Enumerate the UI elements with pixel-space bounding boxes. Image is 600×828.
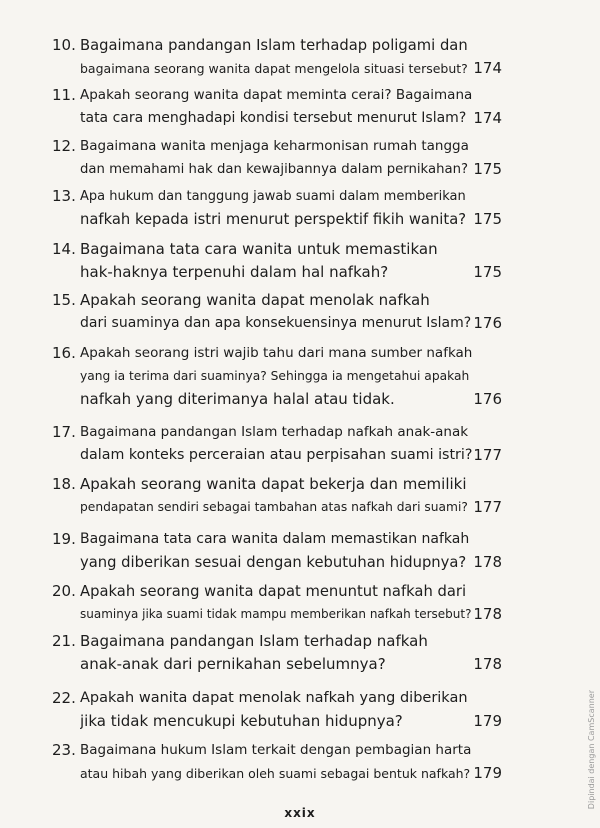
page-column-spacer xyxy=(472,135,502,158)
toc-entry-line xyxy=(52,762,502,785)
toc-entry-line xyxy=(52,551,502,574)
entry-text: suaminya jika suami tidak mampu memberikan nafkah tersebut? xyxy=(80,607,472,621)
indent-spacer xyxy=(52,444,80,467)
toc-entry-line xyxy=(52,365,502,388)
toc-entry-line xyxy=(52,208,502,231)
toc-entry-line xyxy=(52,238,502,261)
indent-spacer xyxy=(52,653,80,676)
toc-entry-line xyxy=(52,421,502,444)
indent-spacer xyxy=(52,57,80,80)
indent-spacer xyxy=(52,762,80,785)
entry-page-number: 179 xyxy=(473,764,502,782)
toc-entry-line xyxy=(52,528,502,551)
entry-page-number: 176 xyxy=(473,390,502,408)
entry-number: 10. xyxy=(52,36,76,54)
entry-number: 15. xyxy=(52,291,76,309)
toc-entry xyxy=(52,687,502,733)
entry-text: Bagaimana tata cara wanita dalam memastikan nafkah xyxy=(80,531,470,547)
toc-entry xyxy=(52,185,502,231)
toc-entry xyxy=(52,238,502,284)
page-column-spacer xyxy=(472,342,502,365)
toc-entry xyxy=(52,84,502,130)
indent-spacer xyxy=(52,312,80,335)
toc-entry-line xyxy=(52,580,502,603)
entry-number: 20. xyxy=(52,582,76,600)
page-column-spacer xyxy=(472,238,502,261)
entry-text: Bagaimana hukum Islam terkait dengan pembagian harta xyxy=(80,742,472,758)
entry-page-number: 175 xyxy=(473,263,502,281)
entry-text: dalam konteks perceraian atau perpisahan suami istri? xyxy=(80,447,472,463)
toc-entry-line xyxy=(52,473,502,496)
toc-entry-line xyxy=(52,444,502,467)
entry-number: 22. xyxy=(52,689,76,707)
entry-page-number: 174 xyxy=(473,109,502,127)
entry-number: 17. xyxy=(52,423,76,441)
toc-entry-line xyxy=(52,34,502,57)
entry-number: 23. xyxy=(52,741,76,759)
entry-text: dari suaminya dan apa konsekuensinya menurut Islam? xyxy=(80,315,472,331)
entry-number: 18. xyxy=(52,475,76,493)
indent-spacer xyxy=(52,496,80,519)
entry-text: Apakah wanita dapat menolak nafkah yang diberikan xyxy=(80,690,468,706)
toc-entry xyxy=(52,342,502,411)
entry-text: tata cara menghadapi kondisi tersebut menurut Islam? xyxy=(80,110,467,126)
entry-number: 12. xyxy=(52,137,76,155)
page-column-spacer xyxy=(472,84,502,107)
entry-page-number: 178 xyxy=(473,605,502,623)
toc-entry-line xyxy=(52,739,502,762)
entry-text: Apakah seorang istri wajib tahu dari mana sumber nafkah xyxy=(80,345,472,361)
toc-entry xyxy=(52,630,502,676)
toc-entry-line xyxy=(52,496,502,519)
entry-page-number: 175 xyxy=(473,160,502,178)
toc-entry-line xyxy=(52,289,502,312)
entry-number: 11. xyxy=(52,86,76,104)
entry-number: 21. xyxy=(52,632,76,650)
indent-spacer xyxy=(52,365,80,388)
page-column-spacer xyxy=(472,630,502,653)
page-column-spacer xyxy=(472,185,502,208)
entry-text: pendapatan sendiri sebagai tambahan atas nafkah dari suami? xyxy=(80,500,468,514)
toc-entry-line xyxy=(52,653,502,676)
toc-entry xyxy=(52,580,502,626)
page-column-spacer xyxy=(472,421,502,444)
toc-entry-line xyxy=(52,158,502,181)
entry-text: Bagaimana tata cara wanita untuk memastikan xyxy=(80,240,438,258)
toc-entry-line xyxy=(52,107,502,130)
entry-text: Bagaimana pandangan Islam terhadap poligami dan xyxy=(80,37,468,54)
entry-page-number: 179 xyxy=(473,712,502,730)
entry-number: 16. xyxy=(52,344,76,362)
toc-entry-line xyxy=(52,261,502,284)
toc-entry-line xyxy=(52,185,502,208)
page-column-spacer xyxy=(472,289,502,312)
toc-entry-line xyxy=(52,388,502,411)
indent-spacer xyxy=(52,710,80,733)
indent-spacer xyxy=(52,603,80,626)
entry-text: Apakah seorang wanita dapat menuntut nafkah dari xyxy=(80,583,467,600)
indent-spacer xyxy=(52,261,80,284)
entry-text: Apa hukum dan tanggung jawab suami dalam memberikan xyxy=(80,189,466,204)
entry-page-number: 177 xyxy=(473,446,502,464)
entry-text: atau hibah yang diberikan oleh suami sebagai bentuk nafkah? xyxy=(80,766,471,781)
indent-spacer xyxy=(52,107,80,130)
entry-number: 13. xyxy=(52,187,76,205)
toc-entry xyxy=(52,528,502,574)
entry-page-number: 177 xyxy=(473,498,502,516)
toc-entry xyxy=(52,289,502,335)
toc-entry-line xyxy=(52,710,502,733)
toc-entry-line xyxy=(52,135,502,158)
entry-text: yang ia terima dari suaminya? Sehingga ia mengetahui apakah xyxy=(80,369,470,383)
toc-entry-line xyxy=(52,84,502,107)
page-column-spacer xyxy=(472,580,502,603)
toc-entry-line xyxy=(52,342,502,365)
indent-spacer xyxy=(52,388,80,411)
indent-spacer xyxy=(52,158,80,181)
page-column-spacer xyxy=(472,473,502,496)
indent-spacer xyxy=(52,551,80,574)
toc-entry-line xyxy=(52,630,502,653)
page-column-spacer xyxy=(472,365,502,388)
entry-page-number: 178 xyxy=(473,553,502,571)
page-number: xxix xyxy=(284,806,316,820)
entry-text: Bagaimana wanita menjaga keharmonisan rumah tangga xyxy=(80,138,469,154)
entry-number: 14. xyxy=(52,240,76,258)
page-column-spacer xyxy=(472,687,502,710)
toc-entry-line xyxy=(52,603,502,626)
page-column-spacer xyxy=(472,739,502,762)
page-column-spacer xyxy=(472,528,502,551)
entry-text: Bagaimana pandangan Islam terhadap nafkah anak-anak xyxy=(80,424,469,440)
entry-text: nafkah yang diterimanya halal atau tidak. xyxy=(80,390,395,408)
entry-text: nafkah kepada istri menurut perspektif fikih wanita? xyxy=(80,211,467,228)
toc-entry xyxy=(52,739,502,785)
toc-entry-line xyxy=(52,687,502,710)
entry-text: hak-haknya terpenuhi dalam hal nafkah? xyxy=(80,263,389,281)
entry-text: bagaimana seorang wanita dapat mengelola situasi tersebut? xyxy=(80,61,468,76)
entry-page-number: 175 xyxy=(473,210,502,228)
entry-text: jika tidak mencukupi kebutuhan hidupnya? xyxy=(80,712,403,730)
entry-page-number: 174 xyxy=(473,59,502,77)
entry-number: 19. xyxy=(52,530,76,548)
toc-entry xyxy=(52,135,502,181)
entry-text: Apakah seorang wanita dapat bekerja dan memiliki xyxy=(80,475,467,493)
entry-text: anak-anak dari pernikahan sebelumnya? xyxy=(80,655,386,673)
toc-entry xyxy=(52,34,502,80)
entry-text: Apakah seorang wanita dapat menolak nafkah xyxy=(80,291,430,309)
indent-spacer xyxy=(52,208,80,231)
entry-text: yang diberikan sesuai dengan kebutuhan hidupnya? xyxy=(80,554,467,571)
page-column-spacer xyxy=(472,34,502,57)
toc-entry-line xyxy=(52,312,502,335)
entry-page-number: 176 xyxy=(473,314,502,332)
toc-entry-line xyxy=(52,57,502,80)
scanner-watermark: Dipindai dengan CamScanner xyxy=(587,690,596,810)
toc-entry xyxy=(52,421,502,467)
entry-text: dan memahami hak dan kewajibannya dalam pernikahan? xyxy=(80,162,469,177)
entry-text: Bagaimana pandangan Islam terhadap nafkah xyxy=(80,632,428,650)
toc-entry xyxy=(52,473,502,519)
entry-text: Apakah seorang wanita dapat meminta cerai? Bagaimana xyxy=(80,87,472,103)
entry-page-number: 178 xyxy=(473,655,502,673)
